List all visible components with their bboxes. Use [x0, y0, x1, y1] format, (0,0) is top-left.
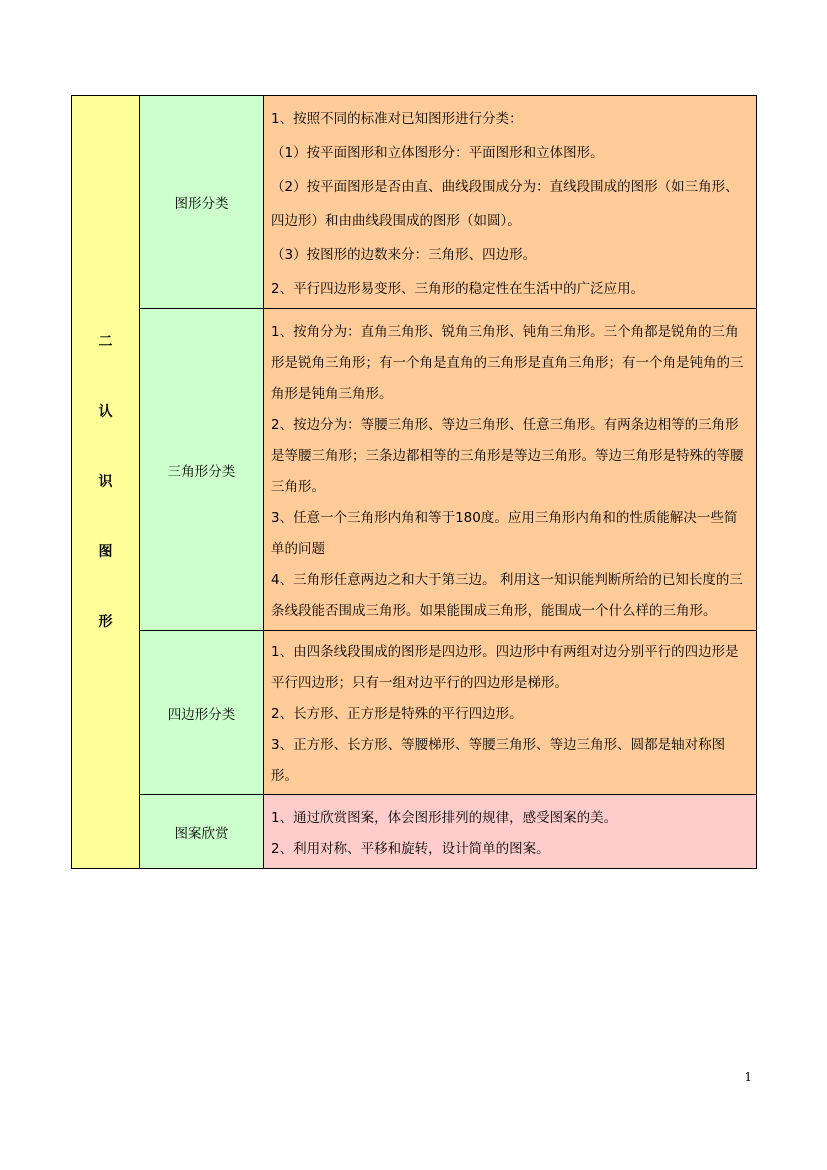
- chapter-char: 图: [98, 544, 113, 560]
- content-cell: [264, 96, 757, 309]
- chapter-char: 二: [98, 334, 113, 350]
- page-number: 1: [744, 1070, 752, 1084]
- chapter-char: 识: [98, 474, 113, 490]
- topic-cell: [140, 96, 264, 309]
- content-cell: [264, 795, 757, 869]
- knowledge-table: [71, 95, 757, 869]
- content-item: 1、按角分为：直角三角形、锐角三角形、钝角三角形。三个角都是锐角的三角形是锐角三角形；有一个角是直角的三角形是直角三角形；有一个角是钝角的三角形是钝角三角形。: [271, 323, 744, 402]
- content-item: 3、正方形、长方形、等腰梯形、等腰三角形、等边三角形、圆都是轴对称图形。: [271, 737, 726, 784]
- content-item: （2）按平面图形是否由直、曲线段围成分为：直线段围成的图形（如三角形、四边形）和由曲线段围成的图形（如圆）。: [271, 179, 739, 229]
- content-item: 1、通过欣赏图案，体会图形排列的规律，感受图案的美。: [271, 809, 618, 826]
- content-cell: [264, 631, 757, 795]
- chapter-cell: [72, 96, 140, 869]
- content-item: 3、任意一个三角形内角和等于180度。应用三角形内角和的性质能解决一些简单的问题: [271, 509, 738, 557]
- topic-label: 图形分类: [174, 196, 229, 212]
- chapter-char: 认: [98, 404, 113, 420]
- content-cell: [264, 309, 757, 631]
- content-item: 2、按边分为：等腰三角形、等边三角形、任意三角形。有两条边相等的三角形是等腰三角形；三条边都相等的三角形是等边三角形。等边三角形是特殊的等腰三角形。: [271, 416, 744, 495]
- topic-cell: [140, 309, 264, 631]
- topic-label: 三角形分类: [167, 463, 236, 480]
- content-item: 4、三角形任意两边之和大于第三边。 利用这一知识能判断所给的已知长度的三条线段能否围成三角形。如果能围成三角形，能围成一个什么样的三角形。: [271, 571, 743, 619]
- content-item: 2、平行四边形易变形、三角形的稳定性在生活中的广泛应用。: [271, 281, 645, 297]
- topic-label: 四边形分类: [167, 706, 236, 723]
- content-item: （1）按平面图形和立体图形分：平面图形和立体图形。: [271, 145, 604, 161]
- chapter-char: 形: [98, 614, 113, 630]
- table-row: [72, 631, 757, 795]
- content-item: 2、长方形、正方形是特殊的平行四边形。: [271, 706, 523, 722]
- content-item: 1、由四条线段围成的图形是四边形。四边形中有两组对边分别平行的四边形是平行四边形；只有一组对边平行的四边形是梯形。: [271, 644, 739, 691]
- table-row: [72, 309, 757, 631]
- content-item: （3）按图形的边数来分：三角形、四边形。: [271, 247, 537, 263]
- chapter-title: [72, 332, 139, 632]
- topic-cell: [140, 631, 264, 795]
- topic-cell: [140, 795, 264, 869]
- content-item: 1、按照不同的标准对已知图形进行分类：: [271, 111, 523, 127]
- topic-label: 图案欣赏: [174, 825, 229, 842]
- table-row: [72, 96, 757, 309]
- table-row: [72, 795, 757, 869]
- content-item: 2、利用对称、平移和旋转，设计简单的图案。: [271, 840, 550, 857]
